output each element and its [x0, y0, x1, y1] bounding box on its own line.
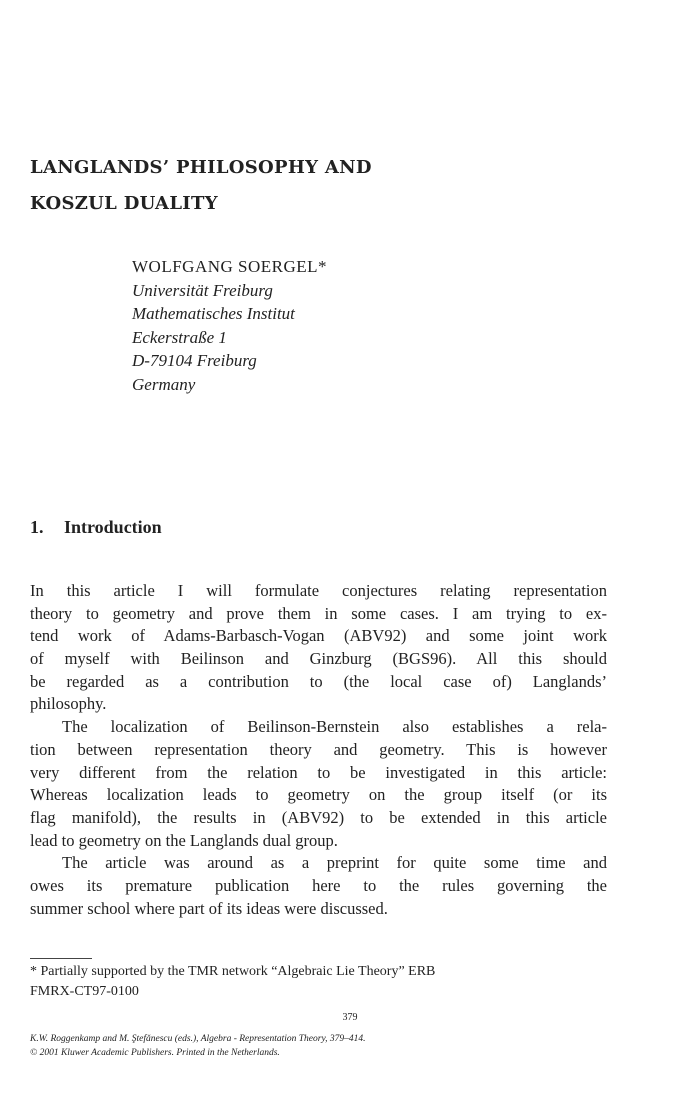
body-line: flag manifold), the results in (ABV92) to be extended in this article	[30, 807, 607, 827]
affiliation-line: D-79104 Freiburg	[132, 351, 257, 370]
publication-credits	[30, 1032, 590, 1060]
author-block	[132, 255, 532, 396]
body-line: philosophy.	[30, 694, 107, 714]
author-name: WOLFGANG SOERGEL*	[132, 257, 328, 276]
section-title: Introduction	[64, 517, 162, 537]
credits-line: K.W. Roggenkamp and M. Ştefănescu (eds.), Algebra - Representation Theory, 379–414.	[30, 1034, 366, 1044]
title-line-1: LANGLANDS’ PHILOSOPHY AND	[30, 157, 372, 178]
body-line: of myself with Beilinson and Ginzburg (BGS96). All this should	[30, 649, 607, 669]
footnote-rule	[30, 958, 92, 959]
body-line: very different from the relation to be investigated in this article:	[30, 762, 607, 782]
body-line: Whereas localization leads to geometry on the group itself (or its	[30, 785, 607, 805]
affiliation-line: Eckerstraße 1	[132, 327, 227, 347]
section-number: 1.	[30, 517, 44, 537]
footnote-line: * Partially supported by the TMR network “Algebraic Lie Theory” ERB	[30, 964, 436, 979]
footnote	[30, 962, 607, 1002]
paper-title	[30, 150, 590, 222]
body-line: tend work of Adams-Barbasch-Vogan (ABV92) and some joint work	[30, 626, 607, 646]
body-line: The article was around as a preprint for quite some time and	[62, 853, 607, 873]
introduction-body	[30, 580, 607, 920]
credits-line: © 2001 Kluwer Academic Publishers. Printed in the Netherlands.	[30, 1048, 280, 1058]
affiliation-line: Mathematisches Institut	[132, 304, 295, 323]
body-line: lead to geometry on the Langlands dual group.	[30, 830, 338, 850]
body-line: theory to geometry and prove them in some cases. I am trying to ex-	[30, 603, 607, 623]
body-line: tion between representation theory and geometry. This is however	[30, 739, 607, 759]
body-line: summer school where part of its ideas were discussed.	[30, 898, 388, 918]
affiliation-line: Universität Freiburg	[132, 280, 273, 300]
page-number: 379	[342, 1012, 358, 1023]
title-line-2: KOSZUL DUALITY	[30, 193, 218, 214]
body-line: The localization of Beilinson-Bernstein also establishes a rela-	[62, 717, 607, 737]
body-line: owes its premature publication here to the rules governing the	[30, 875, 607, 895]
body-line: In this article I will formulate conjectures relating representation	[30, 581, 607, 600]
body-line: be regarded as a contribution to (the local case of) Langlands’	[30, 671, 607, 691]
affiliation-line: Germany	[132, 374, 196, 394]
section-heading	[30, 517, 162, 538]
footnote-line: FMRX-CT97-0100	[30, 984, 139, 999]
